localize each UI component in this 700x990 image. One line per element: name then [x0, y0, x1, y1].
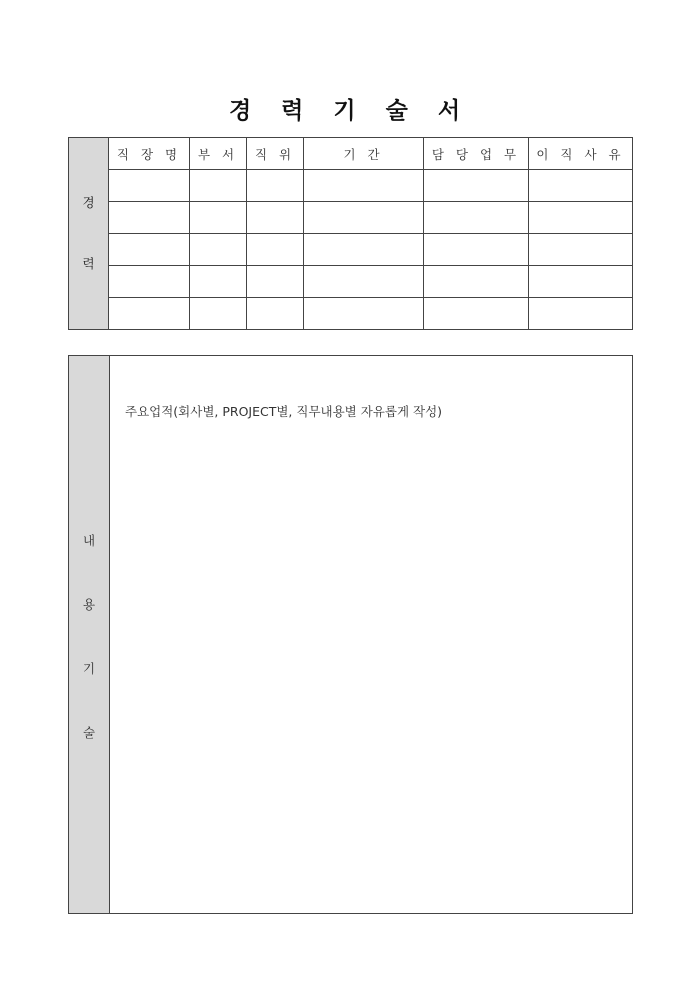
cell-duties[interactable]: [424, 234, 529, 266]
cell-company[interactable]: [109, 170, 190, 202]
header-duties: 담 당 업 무: [424, 138, 529, 170]
content-text-area[interactable]: [110, 356, 632, 913]
content-section: [68, 355, 633, 914]
cell-reason[interactable]: [529, 234, 633, 266]
cell-reason[interactable]: [529, 266, 633, 298]
document-title: 경 력 기 술 서: [228, 98, 472, 124]
cell-reason[interactable]: [529, 170, 633, 202]
career-side-char: 경: [82, 195, 95, 210]
career-row: [69, 234, 633, 266]
cell-department[interactable]: [190, 170, 247, 202]
cell-department[interactable]: [190, 298, 247, 330]
content-hint-text: 주요업적(회사별, PROJECT별, 직무내용별 자유롭게 작성): [125, 404, 443, 419]
career-row: [69, 202, 633, 234]
cell-company[interactable]: [109, 266, 190, 298]
cell-duties[interactable]: [424, 170, 529, 202]
header-department: 부 서: [190, 138, 247, 170]
cell-department[interactable]: [190, 234, 247, 266]
career-row: [69, 266, 633, 298]
cell-duties[interactable]: [424, 298, 529, 330]
header-company: 직 장 명: [109, 138, 190, 170]
cell-position[interactable]: [247, 298, 304, 330]
content-side-char: 용: [82, 597, 96, 612]
cell-period[interactable]: [304, 234, 424, 266]
content-side-char: 기: [82, 661, 96, 676]
content-side-char: 술: [82, 725, 96, 740]
cell-department[interactable]: [190, 202, 247, 234]
career-side-char: 력: [82, 255, 95, 271]
header-position: 직 위: [247, 138, 304, 170]
cell-position[interactable]: [247, 266, 304, 298]
header-reason-for-leaving: 이 직 사 유: [529, 138, 633, 170]
career-row: [69, 298, 633, 330]
content-side-label: [69, 356, 110, 913]
cell-duties[interactable]: [424, 202, 529, 234]
career-table: [68, 137, 633, 330]
career-row: [69, 170, 633, 202]
career-side-label: [69, 138, 109, 330]
cell-position[interactable]: [247, 170, 304, 202]
header-period: 기 간: [304, 138, 424, 170]
career-header-row: [69, 138, 633, 170]
cell-company[interactable]: [109, 202, 190, 234]
cell-duties[interactable]: [424, 266, 529, 298]
cell-reason[interactable]: [529, 202, 633, 234]
cell-company[interactable]: [109, 234, 190, 266]
cell-department[interactable]: [190, 266, 247, 298]
cell-position[interactable]: [247, 234, 304, 266]
cell-company[interactable]: [109, 298, 190, 330]
content-side-char: 내: [82, 533, 96, 548]
cell-period[interactable]: [304, 202, 424, 234]
cell-period[interactable]: [304, 298, 424, 330]
cell-position[interactable]: [247, 202, 304, 234]
cell-reason[interactable]: [529, 298, 633, 330]
cell-period[interactable]: [304, 266, 424, 298]
cell-period[interactable]: [304, 170, 424, 202]
